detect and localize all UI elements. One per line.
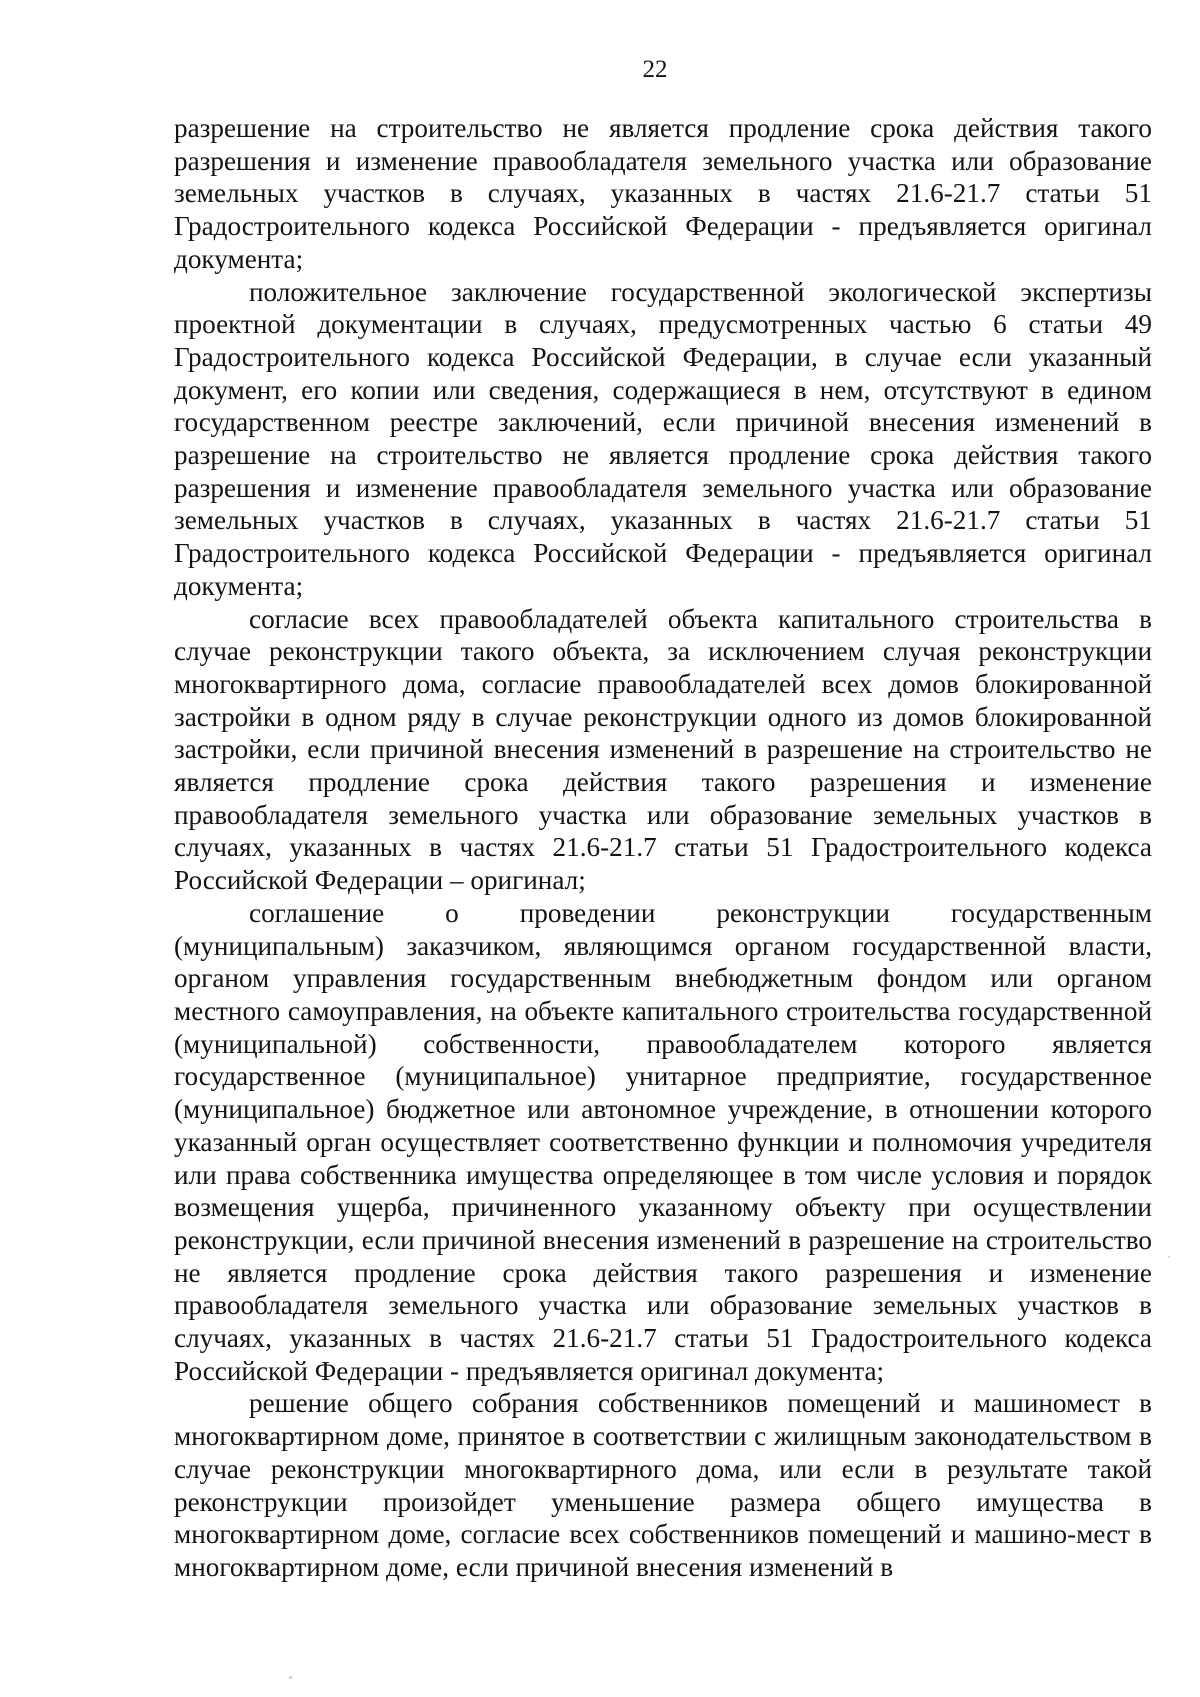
paragraph-reconstruction-agreement: соглашение о проведении реконструкции государственным (муниципальным) заказчиком, являющимся органом государственной власти, органом управления государственным внебюджетным фондом или органом местного самоуправления, на объекте капитального строительства государственной (муниципальной) собственности, правообладателем которого является государственное (муниципальное) унитарное предприятие, государственное (муниципальное) бюджетное или автономное учреждение, в отношении которого указанный орган осуществляет соответственно функции и полномочия учредителя или права собственника имущества определяющее в том числе условия и порядок возмещения ущерба, причиненного указанному объекту при осуществлении реконструкции, если причиной внесения изменений в разрешение на строительство не является продление срока действия такого разрешения и изменение правообладателя земельного участка или образование земельных участков в случаях, указанных в частях 21.6-21.7 статьи 51 Градостроительного кодекса Российской Федерации - предъявляется оригинал документа;	[174, 897, 1152, 1386]
document-body	[174, 112, 1152, 1584]
paragraph-general-meeting-decision: решение общего собрания собственников помещений и машиномест в многоквартирном доме, принятое в соответствии с жилищным законодательством в случае реконструкции многоквартирного дома, или если в результате такой реконструкции произойдет уменьшение размера общего имущества в многоквартирном доме, согласие всех собственников помещений и машино-мест в многоквартирном доме, если причиной внесения изменений в	[174, 1388, 1152, 1582]
scan-speck	[289, 1676, 292, 1679]
paragraph-owners-consent: согласие всех правообладателей объекта капитального строительства в случае реконструкции такого объекта, за исключением случая реконструкции многоквартирного дома, согласие правообладателей всех домов блокированной застройки в одном ряду в случае реконструкции одного из домов блокированной застройки, если причиной внесения изменений в разрешение на строительство не является продление срока действия такого разрешения и изменение правообладателя земельного участка или образование земельных участков в случаях, указанных в частях 21.6-21.7 статьи 51 Градостроительного кодекса Российской Федерации – оригинал;	[174, 603, 1152, 896]
scan-speck	[1168, 1256, 1170, 1258]
page-number: 22	[642, 56, 668, 83]
paragraph-ecological-expertise: положительное заключение государственной экологической экспертизы проектной документации в случаях, предусмотренных частью 6 статьи 49 Градостроительного кодекса Российской Федерации, в случае если указанный документ, его копии или сведения, содержащиеся в нем, отсутствуют в едином государственном реестре заключений, если причиной внесения изменений в разрешение на строительство не является продление срока действия такого разрешения и изменение правообладателя земельного участка или образование земельных участков в случаях, указанных в частях 21.6-21.7 статьи 51 Градостроительного кодекса Российской Федерации - предъявляется оригинал документа;	[174, 276, 1152, 601]
paragraph-continuation: разрешение на строительство не является продление срока действия такого разрешения и изменение правообладателя земельного участка или образование земельных участков в случаях, указанных в частях 21.6-21.7 статьи 51 Градостроительного кодекса Российской Федерации - предъявляется оригинал документа;	[174, 113, 1152, 274]
